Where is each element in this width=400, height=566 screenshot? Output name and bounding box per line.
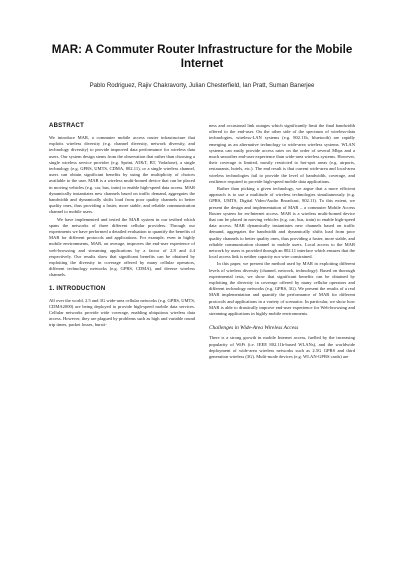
introduction-heading: 1. INTRODUCTION — [49, 285, 106, 292]
introduction-paragraph-2: Rather than picking a given technology, we argue that a more efficient approach is to use a multitude of wireless technologies simultaneously (e.g. GPRS, UMTS, Digital Video/Audio Broadcast, 802.11). To this extent, we present the design and implementation of MAR – a commuter Mobile Access Router system for en-Internet access. MAR is a wireless multi-homed device that can be placed in moving vehicles (e.g. car, bus, train) to enable high-speed data access. MAR dynamically instantiates new channels based on traffic demand, aggregates the bandwidth and dynamically shifts load from poor quality channels to better quality ones, thus providing a faster, more stable, and reliable communication channel to mobile users. Local access to the MAR network by users is provided through an 802.11 interface which ensures that the local access link is neither capacity nor wire constrained. — [209, 186, 355, 260]
abstract-paragraph-1: We introduce MAR, a commuter mobile access router infrastructure that exploits wireless diversity (e.g. channel diversity, network diversity, and technology diversity) to provide improved data performance for wireless data users. Our system design stems from the observation that rather than choosing a single wireless service provider (e.g. Sprint, AT&T, BT, Vodafone), a single technology (e.g. GPRS, UMTS, CDMA, 802.11), or a single wireless channel, users can obtain significant benefits by using the multiplicity of choices available to the user. MAR is a wireless multi-homed device that can be placed in moving vehicles (e.g. car, bus, train) to enable high-speed data access. MAR dynamically instantiates new channels based on traffic demand, aggregates the bandwidth and dynamically shifts load from poor quality channels to better quality ones, thus providing a faster, more stable, and reliable communication channel to mobile users. — [49, 135, 195, 215]
paper-title: MAR: A Commuter Router Infrastructure for the Mobile Internet — [51, 43, 353, 70]
introduction-paragraph-1: All over the world, 2.5 and 3G wide-area cellular networks (e.g. GPRS, UMTS, CDMA2000) are being deployed to provide high-speed mobile data services. Cellular networks provide wide coverage, enabling ubiquitous wireless data access. However, they are plagued by problems such as high and variable round trip times, packet losses, bursti- — [49, 297, 195, 328]
two-column-body — [49, 123, 355, 360]
author-list: Pablo Rodriguez, Rajiv Chakravorty, Julian Chesterfield, Ian Pratt, Suman Banerjee — [89, 82, 315, 89]
introduction-paragraph-3: In this paper, we present the method used by MAR in exploiting different levels of wireless diversity (channel, network, technology). Based on thorough experimental tests, we show that significant benefits can be obtained by exploiting the diversity in coverage offered by many cellular operators and different technology networks (e.g. GPRS, 3G). We present the results of a real MAR implementation and quantify the performance of MAR for different protocols and applications in a variety of scenarios. In particular, we show how MAR is able to drastically improve end-user experience for Web-browsing and streaming applications in highly mobile environments. — [209, 261, 355, 317]
left-column — [49, 123, 195, 360]
abstract-heading: ABSTRACT — [49, 123, 84, 129]
introduction-paragraph-1-continued: ness and occasional link outages which significantly limit the final bandwidth offered to the end-user. On the other side of the spectrum of wireless-data technologies, wireless-LAN systems (e.g. 802.11b, bluetooth) are rapidly emerging as an alternative technology to wide-area wireless systems. WLAN systems can easily provide access rates on the order of several Mbps and a much smoother end-user experience than wide-area wireless systems. However, their coverage is limited, mostly restricted to hot-spot areas (e.g. airports, restaurants, hotels, etc.). The end result is that current wide-area and local-area wireless technologies fail to provide the level of bandwidth, coverage, and resilience required to provide high-speed mobile data applications. — [209, 123, 355, 184]
challenges-paragraph: There is a strong growth in mobile Internet access, fuelled by the increasing popularity of WiFi (i.e. IEEE 802.11b-based WLANs), and the worldwide deployment of wide-area wireless networks such as 2.5G GPRS and third generation wireless (3G). Multi-mode devices (e.g. WLAN-GPRS cards) are — [209, 335, 355, 359]
challenges-subheading: Challenges in Wide-Area Wireless Access — [209, 325, 299, 332]
abstract-paragraph-2: We have implemented and tested the MAR system in our testbed which spans the networks of three different cellular providers. Through our experiments we have performed a detailed evaluation to quantify the benefits of MAR for different protocols and applications. For example, even in highly mobile environments, MAR, on average, improves the end-user experience of web-browsing and streaming applications by a factor of 2.8 and 4.4 respectively. Our results show that significant benefits can be obtained by exploiting the diversity in coverage offered by many cellular operators, different technology networks (e.g. GPRS, CDMA), and diverse wireless channels. — [49, 216, 195, 278]
right-column — [209, 123, 355, 360]
